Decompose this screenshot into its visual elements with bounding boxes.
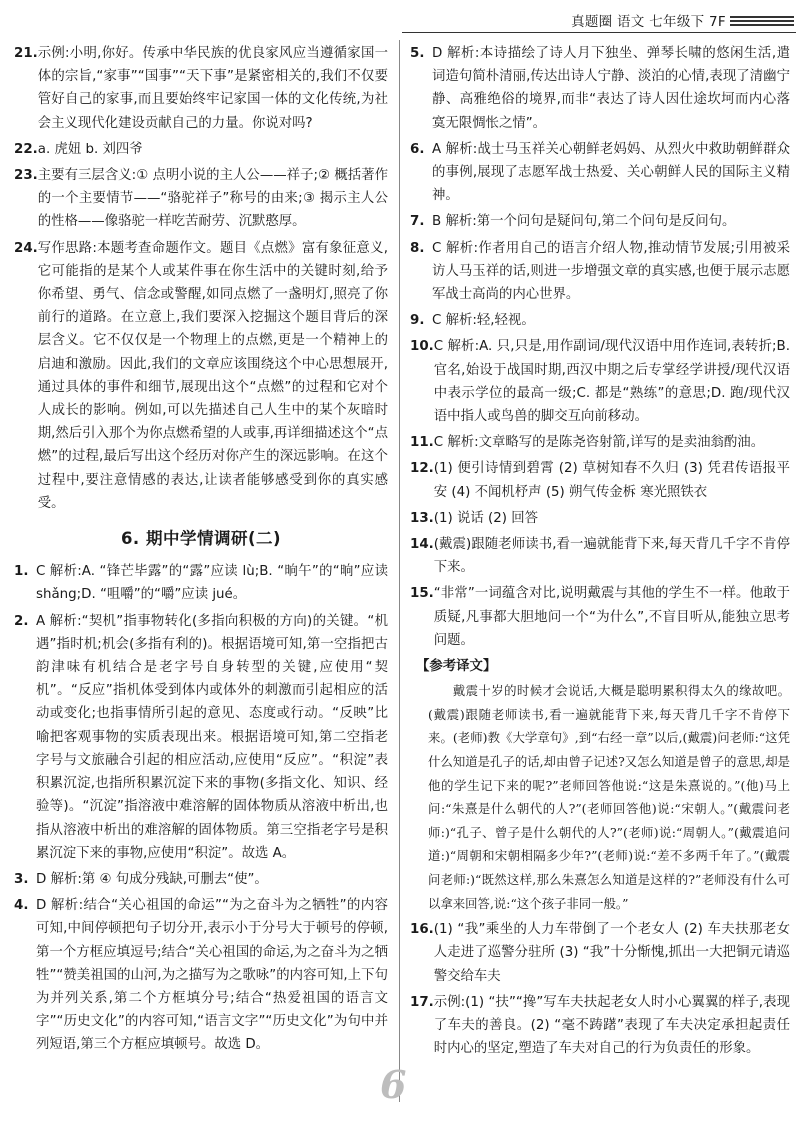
right-column <box>410 42 790 1063</box>
answer-text: C 解析:作者用自己的语言介绍人物,推动情节发展;引用被采访人马玉祥的话,则进一步增强文章的真实感,也便于展示志愿军战士高尚的内心世界。 <box>432 240 790 303</box>
answer-item <box>410 457 790 503</box>
answer-item <box>14 138 388 161</box>
answer-number: 12. <box>410 461 434 477</box>
answer-text: 示例:(1) “扶”“搀”写车夫扶起老女人时小心翼翼的样子,表现了车夫的善良。(2) “毫不踌躇”表现了车夫决定承担起责任时内心的坚定,塑造了车夫对自己的行为负责任的形象。 <box>433 994 790 1057</box>
answer-number: 13. <box>410 510 434 526</box>
answer-text: B 解析:第一个问句是疑问句,第二个问句是反问句。 <box>432 214 736 230</box>
answer-number: 21. <box>14 46 38 61</box>
answer-item <box>14 894 388 1056</box>
answer-text: a. 虎妞 b. 刘四爷 <box>37 141 143 157</box>
answer-number: 1. <box>14 564 29 580</box>
answer-text: C 解析:A. 只,只是,用作副词/现代汉语中用作连词,表转折;B. 官名,始设于战国时期,西汉中期之后专掌经学讲授/现代汉语中表示学位的最高一级;C. 都是“熟练”的意思;D. 跑/现代汉语中指人或鸟兽的脚交互向前移动。 <box>433 339 790 425</box>
column-divider <box>399 40 400 1102</box>
section-title: 6. 期中学情调研(二) <box>120 529 282 549</box>
answer-text: C 解析:文章略写的是陈尧咨射箭,详写的是卖油翁酌油。 <box>433 435 765 451</box>
answer-item <box>410 309 790 332</box>
answer-text: (1) “我”乘坐的人力车带倒了一个老女人 (2) 车夫扶那老女人走进了巡警分驻所 (3) “我”十分惭愧,抓出一大把铜元请巡警交给车夫 <box>433 922 790 984</box>
answer-text: C 解析:轻,轻视。 <box>432 313 535 329</box>
answer-item <box>410 918 790 988</box>
answer-item <box>410 335 790 428</box>
answer-item <box>410 533 790 579</box>
answer-item <box>410 507 790 530</box>
answer-number: 7. <box>410 214 425 230</box>
answer-text: D 解析:结合“关心祖国的命运”“为之奋斗为之牺牲”的内容可知,中间停顿把句子切分开,表示小于分号大于顿号的停顿,第一个方框应填逗号;结合“关心祖国的命运,为之奋斗为之牺牲”“赞美祖国的山河,为之描写为之歌咏”的内容可知,上下句为并列关系,第二个方框填分号;结合“热爱祖国的语言文字”“历史文化”的内容可知,“语言文字”“历史文化”为句中并列短语,第三个方框应填顿号。故选 D。 <box>36 898 388 1053</box>
right-answer-list-2 <box>410 918 790 1060</box>
answer-text: 写作思路:本题考查命题作文。题目《点燃》富有象征意义,它可能指的是某个人或某件事在你生活中的关键时刻,给予你希望、勇气、信念或警醒,如同点燃了一盏明灯,照亮了你前行的道路。在立意上,我们要深入挖掘这个题目背后的深层含义。它不仅仅是一个物理上的点燃,更是一个精神上的启迪和激励。因此,我们的文章应该围绕这个中心思想展开,通过具体的事件和细节,展现出这个“点燃”的过程和它对个人成长的影响。例如,可以先描述自己人生中的某个灰暗时期,然后引入那个为你点燃希望的人或事,再详细描述这个“点燃”的过程,最后写出这个经历对你产生的深远影响。在这个过程中,要注意情感的表达,让读者能够感受到你的真实感受。 <box>37 240 388 511</box>
answer-text: 示例:小明,你好。传承中华民族的优良家风应当遵循家国一体的宗旨,“家事”“国事”“天下事”是紧密相关的,我们不仅要管好自己的家事,而且要始终牢记家国一体的文化传统,为社会主义现代化建设贡献自己的力量。你说对吗? <box>37 46 388 131</box>
answer-text: C 解析:A. “锋芒毕露”的“露”应读 lù;B. “晌午”的“晌”应读 shǎng;D. “咀嚼”的“嚼”应读 jué。 <box>36 564 388 603</box>
answer-item <box>410 42 790 135</box>
answer-item <box>410 431 790 454</box>
answer-number: 23. <box>14 168 38 184</box>
answer-text: D 解析:本诗描绘了诗人月下独坐、弹琴长啸的悠闲生活,遣词造句简朴清丽,传达出诗人宁静、淡泊的心情,表现了清幽宁静、高雅绝俗的境界,而非“表达了诗人因仕途坎坷而内心落寞无限惆怅之情”。 <box>432 46 790 131</box>
answer-item <box>14 610 388 865</box>
answer-number: 9. <box>410 313 425 329</box>
answer-item <box>410 991 790 1061</box>
answer-item <box>14 164 388 234</box>
answer-item <box>410 210 790 233</box>
reference-translation-text: 戴震十岁的时候才会说话,大概是聪明累积得太久的缘故吧。(戴震)跟随老师读书,看一遍就能背下来,每天背几千字不肯停下来。(老师)教《大学章句》,到“右经一章”以后,(戴震)问老师:“这凭什么知道是孔子的话,却由曾子记述?又怎么知道是曾子的意思,却是他的学生记下来的呢?”老师回答他说:“这是朱熹说的。”(他)马上问:“朱熹是什么朝代的人?”(老师回答他)说:“宋朝人。”(戴震问老师:)“孔子、曾子是什么朝代的人?”(老师)说:“周朝人。”(戴震追问道:)“周朝和宋朝相隔多少年?”(老师)说:“差不多两千年了。”(戴震问老师:)“既然这样,那么朱熹怎么知道是这样的?”老师没有什么可以拿来回答,说:“这个孩子非同一般。” <box>428 683 790 911</box>
answer-text: A 解析:“契机”指事物转化(多指向积极的方向)的关键。“机遇”指时机;机会(多指有利的)。根据语境可知,第一空指把古韵津味有机结合是老字号自身转型的关键,应使用“契机”。“反应”指机体受到体内或体外的刺激而引起相应的活动或变化;也指事情所引起的意见、态度或行动。“反映”比喻把客观事物的实质表现出来。根据语境可知,第二空指老字号与文旅融合引起的相应活动,应使用“反应”。“积淀”表积累沉淀,也指所积累沉淀下来的事物(多指文化、知识、经验等)。“沉淀”指溶液中难溶解的固体物质从溶液中析出,也指从溶液中析出的难溶解的固体物质。第三空指老字号是积累沉淀下来的事物,应使用“积淀”。故选 A。 <box>36 613 388 861</box>
answer-text: “非常”一词蕴含对比,说明戴震与其他的学生不一样。他敢于质疑,凡事都大胆地问一个“为什么”,不盲目听从,能独立思考问题。 <box>433 586 790 648</box>
answer-text: A 解析:战士马玉祥关心朝鲜老妈妈、从烈火中救助朝鲜群众的事例,展现了志愿军战士热爱、关心朝鲜人民的国际主义精神。 <box>432 141 790 204</box>
answer-number: 16. <box>410 922 434 938</box>
answer-number: 15. <box>410 586 434 602</box>
answer-item <box>14 560 388 606</box>
answer-number: 3. <box>14 871 29 887</box>
answer-item <box>14 237 388 515</box>
left-answer-list <box>14 42 388 515</box>
answer-number: 22. <box>14 141 38 157</box>
answer-text: (1) 便引诗情到碧霄 (2) 草树知春不久归 (3) 凭君传语报平安 (4) 不闻机杼声 (5) 朔气传金柝 寒光照铁衣 <box>433 461 790 500</box>
answer-number: 11. <box>410 435 434 451</box>
answer-number: 5. <box>410 46 425 61</box>
header-rule <box>402 32 796 33</box>
header-decoration <box>730 16 794 28</box>
answer-number: 24. <box>14 240 38 256</box>
answer-item <box>410 138 790 208</box>
answer-number: 2. <box>14 613 29 629</box>
left-column <box>14 42 388 1060</box>
right-answer-list <box>410 42 790 652</box>
answer-number: 17. <box>410 994 434 1010</box>
answer-number: 10. <box>410 339 434 355</box>
answer-text: (戴震)跟随老师读书,看一遍就能背下来,每天背几千字不肯停下来。 <box>433 537 790 576</box>
answer-text: 主要有三层含义:① 点明小说的主人公——祥子;② 概括著作的一个主要情节——“骆驼祥子”称号的由来;③ 揭示主人公的性格——像骆驼一样吃苦耐劳、沉默憨厚。 <box>37 168 388 230</box>
answer-item <box>14 42 388 135</box>
answer-text: D 解析:第 ④ 句成分残缺,可删去“使”。 <box>36 871 268 887</box>
answer-number: 4. <box>14 898 29 914</box>
answer-text: (1) 说话 (2) 回答 <box>433 510 539 526</box>
page-number: 6 <box>380 1062 407 1107</box>
page-header <box>0 0 800 34</box>
answer-item <box>14 868 388 891</box>
answer-number: 6. <box>410 141 425 157</box>
left-answer-list-2 <box>14 560 388 1056</box>
answer-number: 8. <box>410 240 425 256</box>
header-title: 真题圈 语文 七年级下 7F <box>571 14 726 30</box>
answer-number: 14. <box>410 537 434 553</box>
answer-item <box>410 582 790 652</box>
reference-translation-title: 【参考译文】 <box>416 659 497 675</box>
answer-item <box>410 237 790 307</box>
